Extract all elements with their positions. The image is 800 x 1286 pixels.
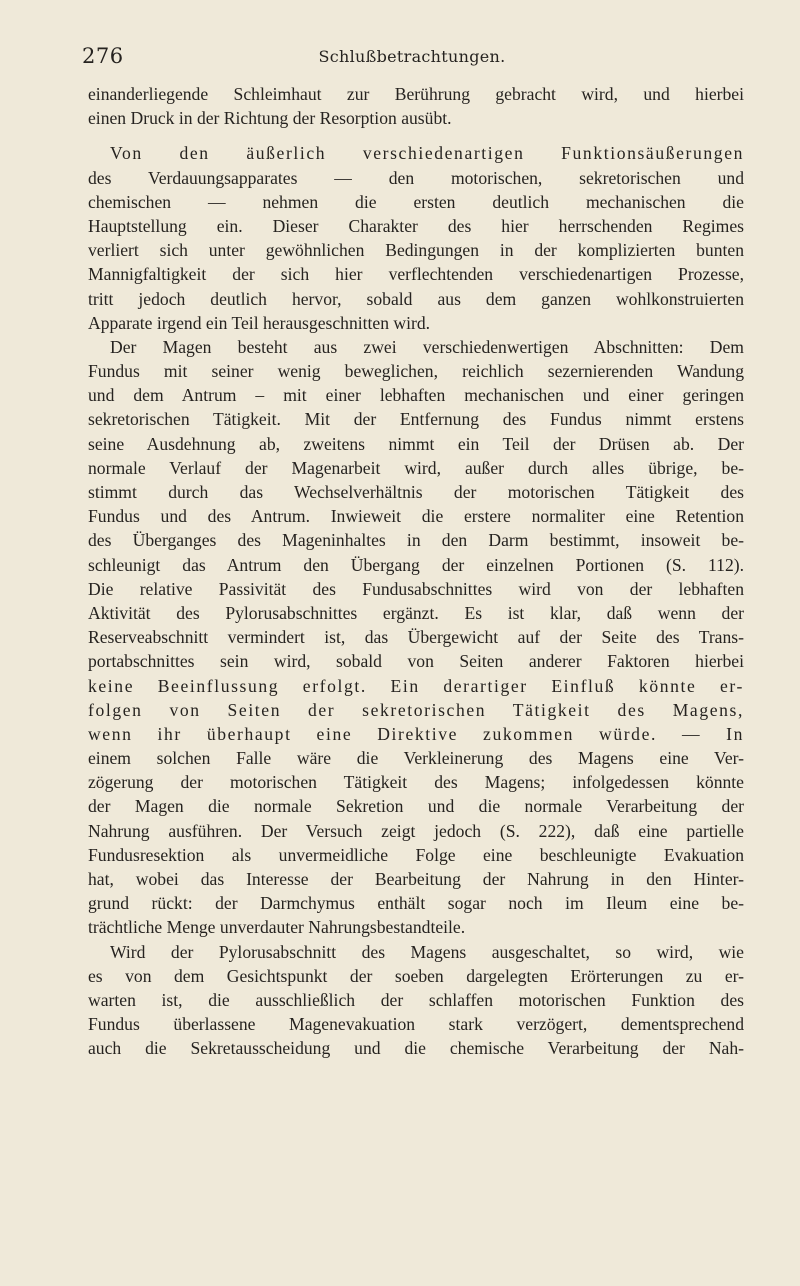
text-line: keine Beeinflussung erfolgt. Ein derartiger Einfluß könnte er- [88,675,744,696]
text-line: auch die Sekretausscheidung und die chemische Verarbeitung der Nah- [88,1038,744,1059]
text-line: Fundus überlassene Magenevakuation stark verzögert, dementsprechend [88,1014,744,1035]
text-line: des Verdauungsapparates — den motorischen, sekretorischen und [88,167,744,188]
text-line: folgen von Seiten der sekretorischen Tätigkeit des Magens, [88,699,744,720]
text-line: grund rückt: der Darmchymus enthält sogar noch im Ileum eine be- [88,893,744,914]
text-line: Fundus mit seiner wenig beweglichen, reichlich sezernierenden Wandung [88,361,744,382]
text-line: Die relative Passivität des Fundusabschnittes wird von der lebhaften [88,578,744,599]
text-line: Nahrung ausführen. Der Versuch zeigt jedoch (S. 222), daß eine partielle [88,820,744,841]
text-line: Fundus und des Antrum. Inwieweit die erstere normaliter eine Retention [88,506,744,527]
text-line: portabschnittes sein wird, sobald von Seiten anderer Faktoren hierbei [88,651,744,672]
text-line: stimmt durch das Wechselverhältnis der motorischen Tätigkeit des [88,482,744,502]
paragraph-4 [88,940,744,1061]
text-line: Wird der Pylorusabschnitt des Magens ausgeschaltet, so wird, wie [110,941,744,962]
text-line: es von dem Gesichtspunkt der soeben dargelegten Erörterungen zu er- [88,965,744,986]
body-text [88,82,744,1061]
running-title: Schlußbetrachtungen. [318,47,506,66]
text-line: Der Magen besteht aus zwei verschiedenwertigen Abschnitten: Dem [110,336,744,357]
text-line: schleunigt das Antrum den Übergang der einzelnen Portionen (S. 112). [88,554,744,575]
text-line: einem solchen Falle wäre die Verkleinerung des Magens eine Ver- [88,748,744,769]
text-line: Fundusresektion als unvermeidliche Folge eine beschleunigte Evakuation [88,844,744,865]
text-line: warten ist, die ausschließlich der schlaffen motorischen Funktion des [88,989,744,1010]
text-line: einen Druck in der Richtung der Resorption ausübt. [88,108,452,129]
text-line: hat, wobei das Interesse der Bearbeitung der Nahrung in den Hinter- [88,869,744,889]
text-line: verliert sich unter gewöhnlichen Bedingungen in der komplizierten bunten [88,240,744,261]
paragraph-3 [88,335,744,940]
text-line: normale Verlauf der Magenarbeit wird, außer durch alles übrige, be- [88,457,744,478]
text-line: chemischen — nehmen die ersten deutlich mechanischen die [88,191,744,212]
paragraph-2 [88,141,744,335]
text-line: und dem Antrum – mit einer lebhaften mechanischen und einer geringen [88,385,744,406]
page-number: 276 [82,44,124,68]
paragraph-1 [88,82,744,130]
text-line: zögerung der motorischen Tätigkeit des Magens; infolgedessen könnte [88,772,744,793]
running-head [82,44,742,74]
text-line: Apparate irgend ein Teil herausgeschnitten wird. [88,312,431,333]
text-line: Aktivität des Pylorusabschnittes ergänzt. Es ist klar, daß wenn der [88,602,744,623]
text-line: sekretorischen Tätigkeit. Mit der Entfernung des Fundus nimmt erstens [88,409,744,430]
text-line: einanderliegende Schleimhaut zur Berührung gebracht wird, und hierbei [88,84,744,104]
text-line: tritt jedoch deutlich hervor, sobald aus dem ganzen wohlkonstruierten [88,288,744,309]
text-line: trächtliche Menge unverdauter Nahrungsbestandteile. [88,917,466,938]
text-line: Hauptstellung ein. Dieser Charakter des hier herrschenden Regimes [88,215,744,236]
text-line: Von den äußerlich verschiedenartigen Funktionsäußerungen [110,143,744,164]
text-line: des Überganges des Mageninhaltes in den Darm bestimmt, insoweit be- [88,530,744,551]
text-line: Mannigfaltigkeit der sich hier verflechtenden verschiedenartigen Prozesse, [88,264,744,285]
text-line: der Magen die normale Sekretion und die normale Verarbeitung der [88,796,744,817]
text-line: wenn ihr überhaupt eine Direktive zukommen würde. — In [88,723,744,744]
text-line: seine Ausdehnung ab, zweitens nimmt ein Teil der Drüsen ab. Der [88,433,744,454]
text-line: Reserveabschnitt vermindert ist, das Übergewicht auf der Seite des Trans- [88,627,744,648]
